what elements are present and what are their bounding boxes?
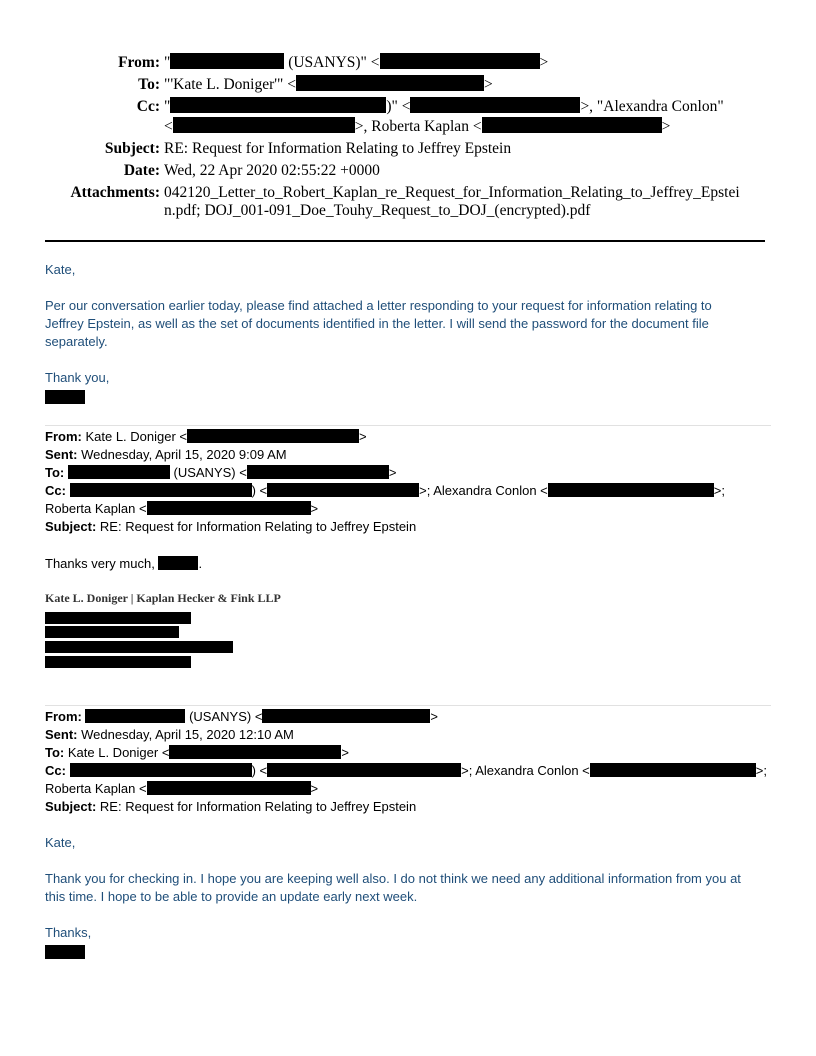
redaction — [147, 501, 311, 515]
redaction — [590, 763, 756, 777]
message3-body-line: Thank you for checking in. I hope you are keeping well also. I do not think we need any additional information from you at — [45, 871, 741, 886]
redaction — [70, 763, 252, 777]
date-value: Wed, 22 Apr 2020 02:55:22 +0000 — [164, 162, 380, 179]
redaction — [267, 483, 419, 497]
message1-greeting: Kate, — [45, 262, 76, 277]
redaction — [267, 763, 461, 777]
message1-closing: Thank you, — [45, 370, 110, 385]
message2-from-row: From: Kate L. Doniger < > — [45, 429, 367, 444]
to-label: To: — [138, 76, 160, 93]
message2-subject-row: Subject: RE: Request for Information Relating to Jeffrey Epstein — [45, 519, 417, 534]
redaction — [548, 483, 714, 497]
redaction-signature — [45, 390, 85, 404]
cc-label: Cc: — [136, 98, 160, 115]
cc-value: " )" < >, "Alexandra Conlon" — [164, 98, 724, 115]
message3-cc-row: Cc: ) < >; Alexandra Conlon < >; — [45, 763, 767, 778]
attachments-label: Attachments: — [70, 184, 160, 201]
redaction-signature-block — [45, 656, 191, 668]
from-label: From: — [118, 54, 160, 71]
message2-cc-row-2: Roberta Kaplan < > — [45, 501, 319, 516]
from-value: " (USANYS)" < > — [164, 54, 549, 71]
redaction — [147, 781, 311, 795]
redaction — [262, 709, 430, 723]
attachment-1-link[interactable]: 042120_Letter_to_Robert_Kaplan_re_Request_for_Information_Relating_to_Jeffrey_Epstei — [164, 184, 740, 201]
redaction-signature-block — [45, 641, 233, 653]
message2-body: Thanks very much, . — [45, 556, 203, 571]
redaction — [170, 53, 284, 69]
cc-value-2: < >, Roberta Kaplan < > — [164, 118, 671, 135]
message3-sent-row: Sent: Wednesday, April 15, 2020 12:10 AM — [45, 727, 294, 742]
message2-to-row: To: (USANYS) < > — [45, 465, 397, 480]
attachment-2-link[interactable]: n.pdf; DOJ_001-091_Doe_Touhy_Request_to_DOJ_(encrypted).pdf — [164, 202, 591, 219]
redaction — [482, 117, 662, 133]
message3-body-line: this time. I hope to be able to provide an update early next week. — [45, 889, 418, 904]
subject-value: RE: Request for Information Relating to Jeffrey Epstein — [164, 140, 512, 157]
message3-subject-row: Subject: RE: Request for Information Relating to Jeffrey Epstein — [45, 799, 417, 814]
redaction — [68, 465, 170, 479]
redaction — [410, 97, 580, 113]
message2-sent-row: Sent: Wednesday, April 15, 2020 9:09 AM — [45, 447, 287, 462]
to-value: "'Kate L. Doniger'" < > — [164, 76, 493, 93]
message3-greeting: Kate, — [45, 835, 76, 850]
message-separator — [45, 705, 771, 706]
redaction-signature-block — [45, 612, 191, 624]
redaction — [247, 465, 389, 479]
redaction — [70, 483, 252, 497]
message-separator — [45, 425, 771, 426]
redaction — [169, 745, 341, 759]
redaction — [170, 97, 386, 113]
subject-label: Subject: — [104, 140, 160, 157]
message3-closing: Thanks, — [45, 925, 92, 940]
redaction — [187, 429, 359, 443]
message3-to-row: To: Kate L. Doniger < > — [45, 745, 350, 760]
redaction — [158, 556, 198, 570]
message2-cc-row: Cc: ) < >; Alexandra Conlon < >; — [45, 483, 725, 498]
message1-body-line: Per our conversation earlier today, please find attached a letter responding to your request for information relating to — [45, 298, 712, 313]
message3-cc-row-2: Roberta Kaplan < > — [45, 781, 319, 796]
message1-body-line: Jeffrey Epstein, as well as the set of documents identified in the letter. I will send the password for the document file — [45, 316, 709, 331]
redaction — [85, 709, 185, 723]
header-divider — [45, 240, 765, 242]
message1-body-line: separately. — [45, 334, 108, 349]
redaction-signature-block — [45, 626, 179, 638]
date-label: Date: — [123, 162, 160, 179]
message3-from-row: From: (USANYS) < > — [45, 709, 439, 724]
redaction — [296, 75, 484, 91]
redaction — [380, 53, 540, 69]
redaction — [173, 117, 355, 133]
message2-signature: Kate L. Doniger | Kaplan Hecker & Fink LLP — [45, 591, 281, 605]
redaction-signature — [45, 945, 85, 959]
